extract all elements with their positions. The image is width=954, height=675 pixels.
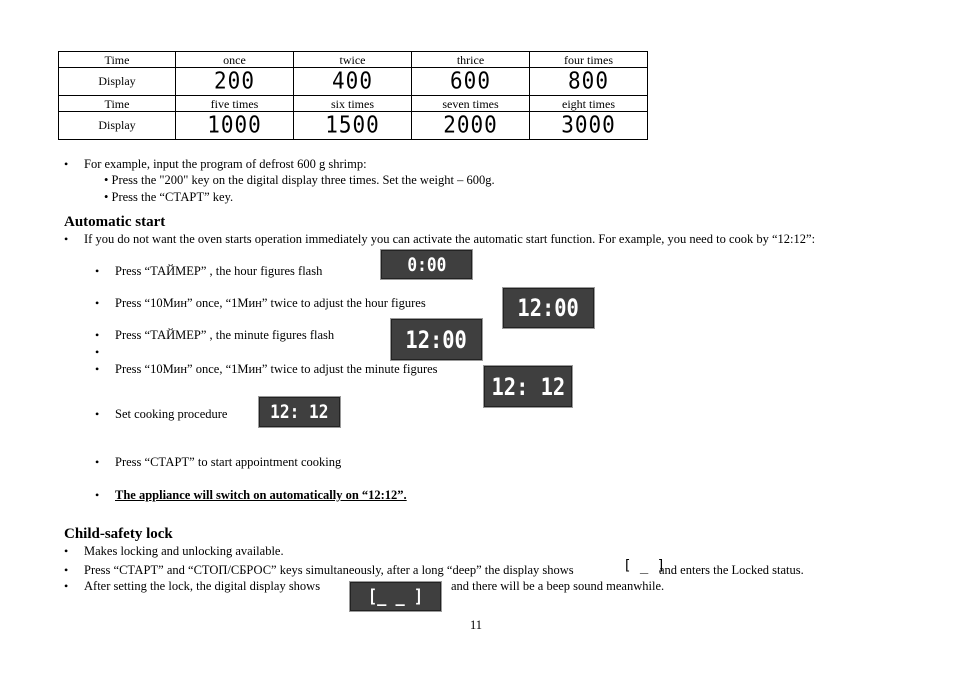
bullet-icon: • [95, 296, 100, 310]
step-text: Press “10Мин” once, “1Мин” twice to adjust the minute figures [115, 362, 438, 376]
segment-display-value: 400 [332, 68, 373, 94]
table-cell [530, 112, 648, 140]
table-cell: eight times [530, 96, 648, 112]
lock-text: After setting the lock, the digital display shows [84, 579, 321, 593]
step-text: Press “СТАРТ” to start appointment cooking [115, 455, 342, 469]
example-step: • Press the "200" key on the digital display three times. Set the weight – 600g. [104, 173, 495, 187]
lcd-display [483, 365, 573, 408]
bullet-icon: • [95, 362, 100, 376]
table-cell: twice [294, 52, 412, 68]
bullet-icon: • [64, 157, 69, 171]
automatic-start-intro: If you do not want the oven starts operation immediately you can activate the automatic start function. For example, you need to cook by “12:12”: [84, 232, 816, 246]
lcd-display-value: 12:00 [517, 294, 580, 322]
auto-switch-note: The appliance will switch on automatically on “12:12”. [115, 488, 407, 502]
lcd-display-value: [_ _ ] [367, 586, 424, 607]
segment-display-value: 800 [568, 68, 609, 94]
bullet-icon: • [64, 579, 69, 593]
lcd-display [258, 396, 341, 428]
lcd-display [390, 318, 483, 361]
table-cell: four times [530, 52, 648, 68]
lock-symbol: [ _ ] [623, 558, 666, 574]
table-cell: five times [176, 96, 294, 112]
step-text: Press “ТАЙМЕР” , the minute figures flash [115, 328, 335, 342]
lcd-display-value: 12:00 [405, 325, 468, 354]
table-cell: seven times [412, 96, 530, 112]
table-cell [176, 112, 294, 140]
table-cell [530, 68, 648, 96]
bullet-icon: • [95, 455, 100, 469]
table-cell: Time [59, 52, 176, 68]
table-cell: Display [59, 112, 176, 140]
step-text: Press “ТАЙМЕР” , the hour figures flash [115, 264, 323, 278]
step-text: Press “10Мин” once, “1Мин” twice to adjust the hour figures [115, 296, 426, 310]
lcd-display-value: 12: 12 [491, 372, 565, 401]
automatic-start-heading: Automatic start [64, 214, 166, 230]
table-cell [294, 68, 412, 96]
lock-text: and there will be a beep sound meanwhile. [451, 579, 665, 593]
lcd-display-value: 0:00 [407, 253, 446, 276]
example-intro: For example, input the program of defrost 600 g shrimp: [84, 157, 367, 171]
lcd-display-value: 12: 12 [270, 401, 329, 423]
table-row [59, 96, 648, 112]
segment-display-value: 2000 [443, 112, 498, 138]
table-row [59, 52, 648, 68]
table-cell: Display [59, 68, 176, 96]
table-cell [412, 112, 530, 140]
table-cell [412, 68, 530, 96]
lock-text: Press “СТАРТ” and “СТОП/СБРОС” keys simultaneously, after a long “deep” the display shows [84, 563, 574, 577]
bullet-icon: • [64, 544, 69, 558]
segment-display-value: 600 [450, 68, 491, 94]
lcd-display [349, 581, 442, 612]
bullet-icon: • [95, 328, 100, 342]
example-step-text: Press the “СТАРТ” key. [111, 190, 234, 204]
bullet-icon: • [64, 232, 69, 246]
table-row [59, 68, 648, 96]
segment-display-value: 3000 [561, 112, 616, 138]
bullet-icon: • [95, 407, 100, 421]
lock-text: and enters the Locked status. [659, 563, 804, 577]
table-row [59, 112, 648, 140]
bullet-icon: • [95, 264, 100, 278]
lcd-display [502, 287, 595, 329]
table-cell: Time [59, 96, 176, 112]
table-cell [294, 112, 412, 140]
example-step-text: Press the "200" key on the digital display three times. Set the weight – 600g. [111, 173, 495, 187]
example-step: • Press the “СТАРТ” key. [104, 190, 234, 204]
child-lock-heading: Child-safety lock [64, 526, 173, 542]
lcd-display [380, 249, 473, 280]
table-cell: thrice [412, 52, 530, 68]
segment-display-value: 200 [214, 68, 255, 94]
bullet-icon: • [95, 488, 100, 502]
times-display-table [58, 51, 648, 140]
table-cell [176, 68, 294, 96]
page-number: 11 [470, 618, 483, 632]
table-cell: once [176, 52, 294, 68]
lock-text: Makes locking and unlocking available. [84, 544, 284, 558]
bullet-icon: • [64, 563, 69, 577]
step-text: Set cooking procedure [115, 407, 228, 421]
table-cell: six times [294, 96, 412, 112]
segment-display-value: 1500 [325, 112, 380, 138]
segment-display-value: 1000 [207, 112, 262, 138]
bullet-icon: • [95, 345, 100, 359]
